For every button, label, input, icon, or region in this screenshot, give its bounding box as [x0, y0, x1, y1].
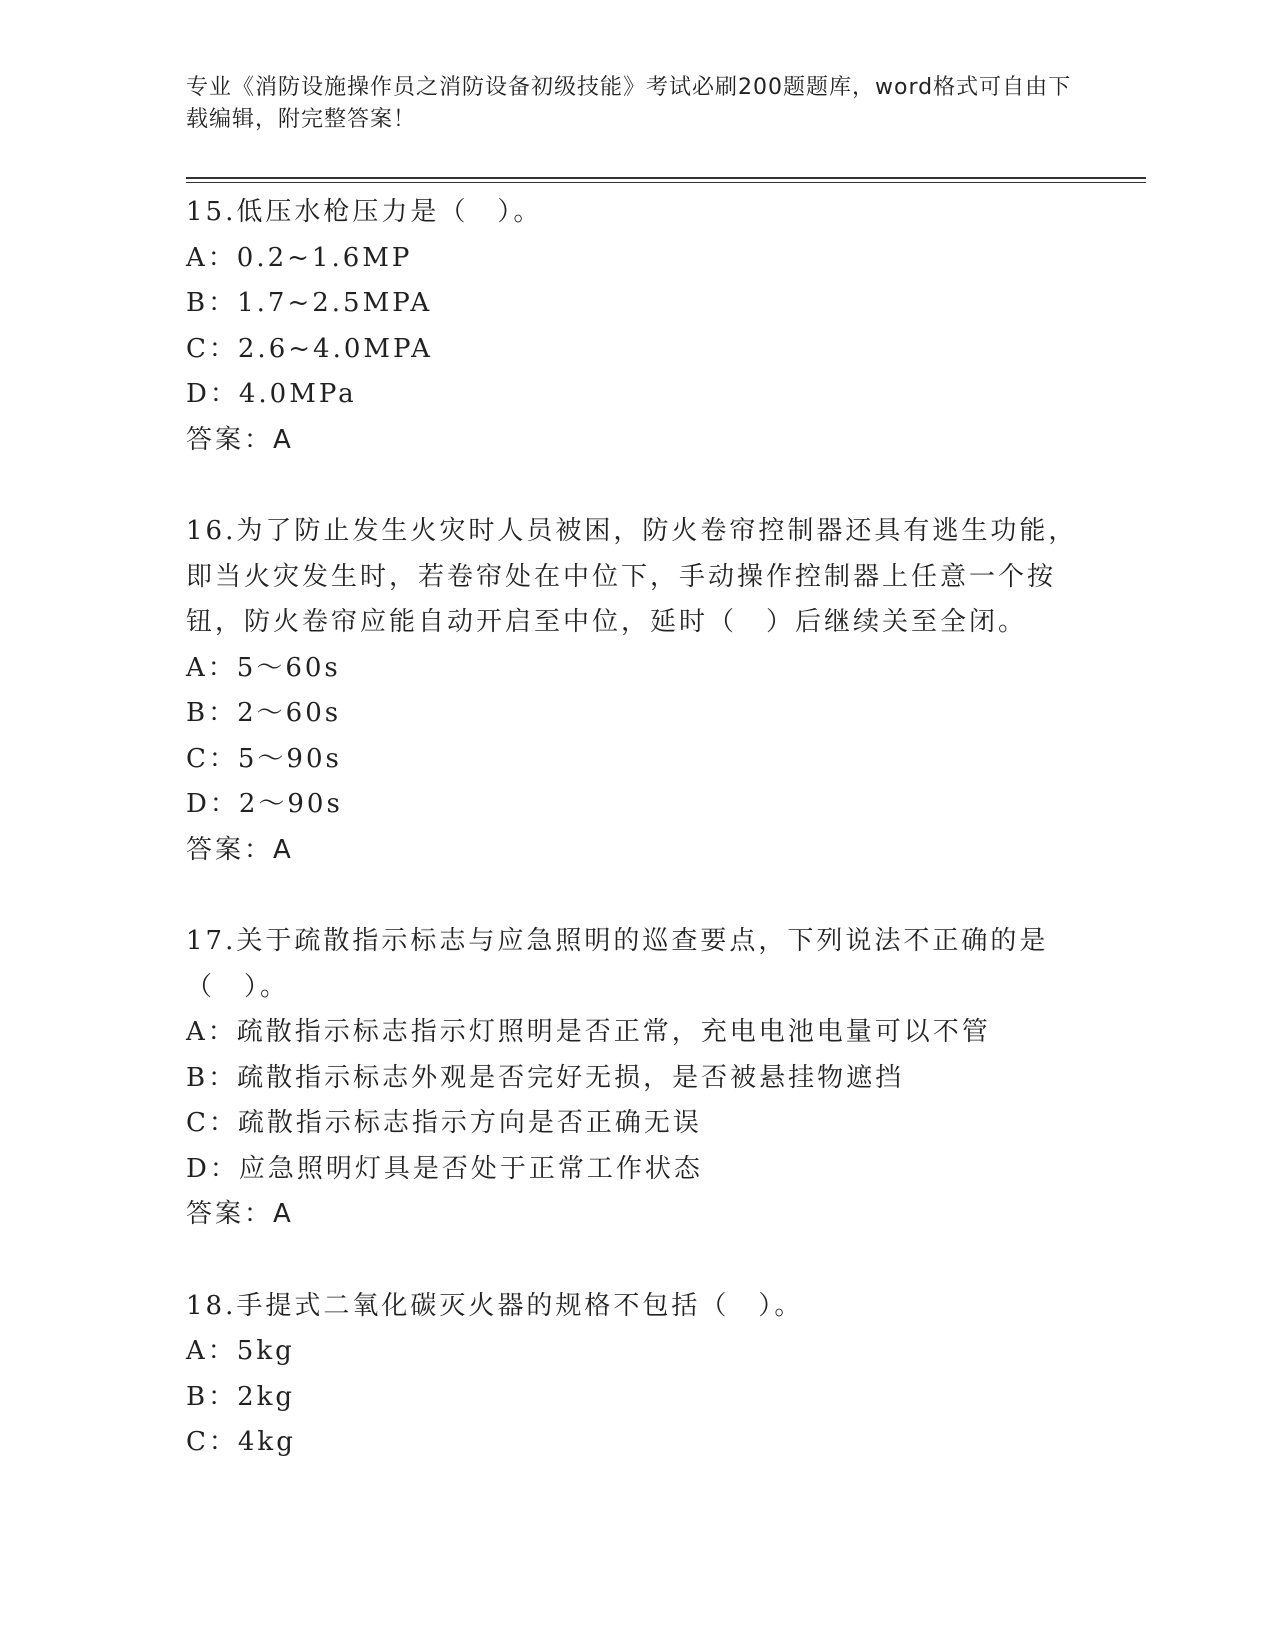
question-15 — [186, 190, 1086, 463]
question-stem: 18.手提式二氧化碳灭火器的规格不包括（ ）。 — [186, 1290, 804, 1321]
option-a: A：疏散指示标志指示灯照明是否正常，充电电池电量可以不管 — [186, 1017, 991, 1047]
option-b: B：疏散指示标志外观是否完好无损，是否被悬挂物遮挡 — [186, 1062, 905, 1093]
answer: 答案：A — [186, 424, 294, 455]
option-c: C：4kg — [186, 1427, 296, 1457]
question-list — [186, 190, 1086, 1512]
question-17 — [186, 919, 1086, 1238]
question-stem: 15.低压水枪压力是（ ）。 — [186, 197, 543, 227]
option-a: A：0.2~1.6MP — [186, 242, 413, 273]
option-d: D：2～90s — [186, 789, 343, 819]
option-a: A：5kg — [186, 1336, 295, 1366]
question-16 — [186, 509, 1086, 873]
option-c: C：2.6~4.0MPA — [186, 333, 433, 364]
option-c: C：5～90s — [186, 743, 342, 774]
question-stem: 17.关于疏散指示标志与应急照明的巡查要点，下列说法不正确的是（ ）。 — [186, 926, 1049, 1002]
answer: 答案：A — [186, 1199, 294, 1229]
option-b: B：2～60s — [186, 698, 342, 728]
answer: 答案：A — [186, 834, 294, 865]
question-stem: 16.为了防止发生火灾时人员被困，防火卷帘控制器还具有逃生功能，即当火灾发生时，若卷帘处在中位下，手动操作控制器上任意一个按钮，防火卷帘应能自动开启至中位，延时（ ）后继续关至全闭。 — [186, 516, 1078, 637]
option-d: D：4.0MPa — [186, 379, 357, 409]
option-a: A：5～60s — [186, 652, 341, 683]
option-b: B：1.7~2.5MPA — [186, 288, 433, 318]
header-rule-thick — [186, 177, 1146, 179]
option-c: C：疏散指示标志指示方向是否正确无误 — [186, 1108, 702, 1138]
document-header: 专业《消防设施操作员之消防设备初级技能》考试必刷200题题库，word格式可自由下载编辑，附完整答案！ — [186, 75, 1072, 132]
option-b: B：2kg — [186, 1381, 296, 1412]
option-d: D：应急照明灯具是否处于正常工作状态 — [186, 1153, 703, 1184]
question-18 — [186, 1284, 1086, 1466]
header-rule-thin — [186, 182, 1146, 183]
